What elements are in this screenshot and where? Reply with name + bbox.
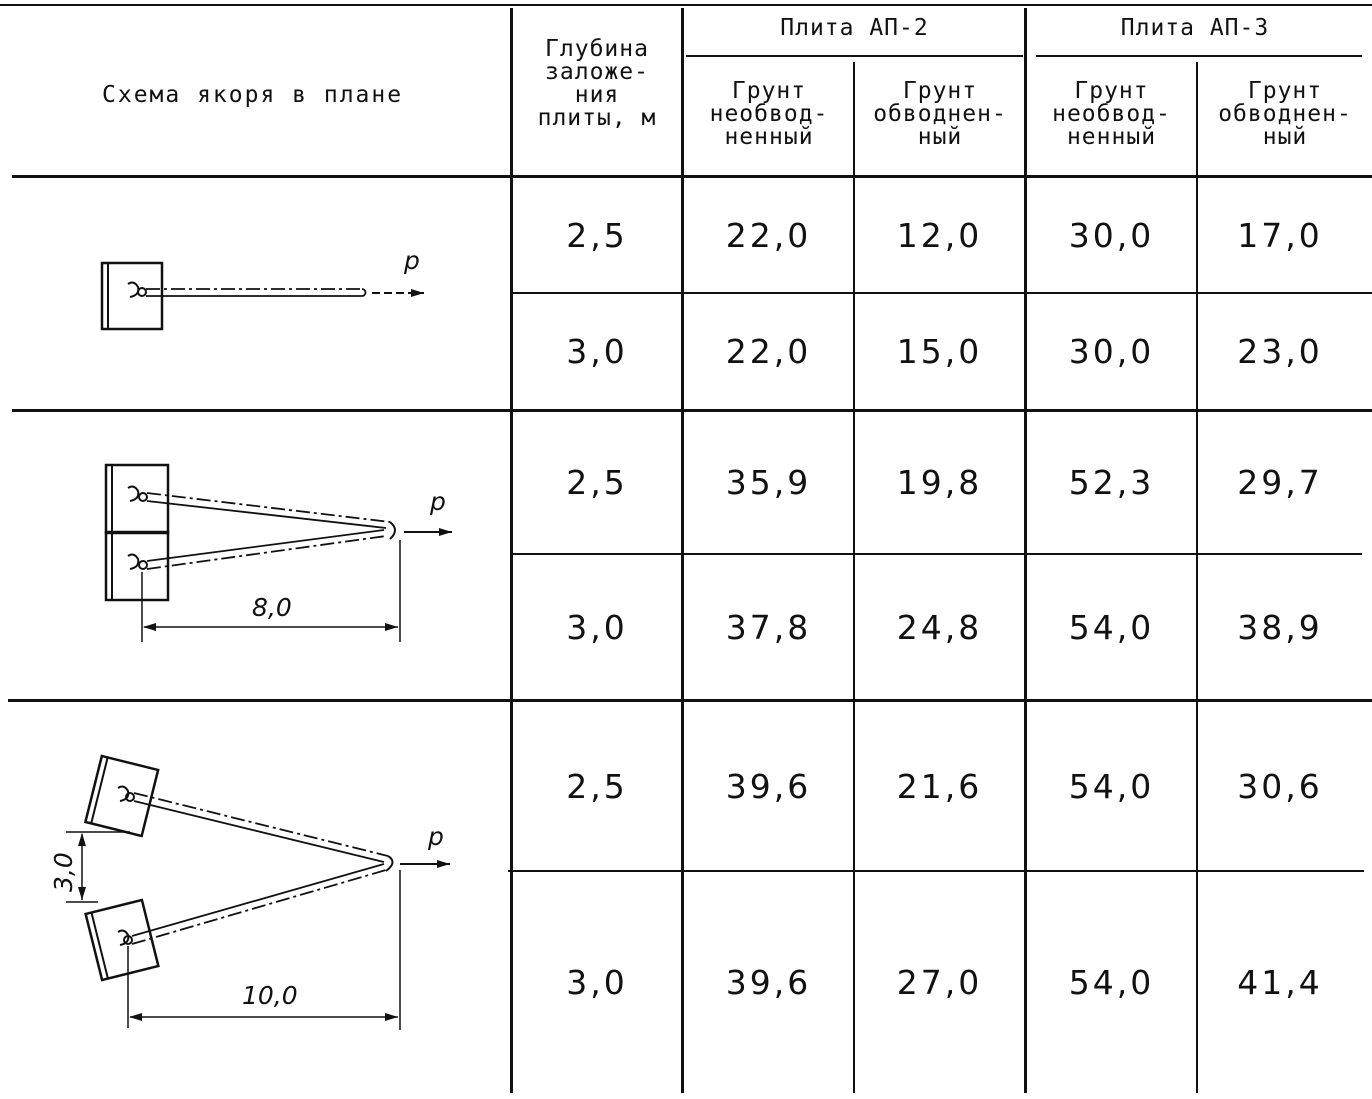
table-cell: 19,8 — [896, 463, 983, 502]
table-cell: 23,0 — [1237, 332, 1323, 371]
dimension-label-3: 10,0 — [242, 981, 298, 1010]
table-cell: 30,6 — [1237, 766, 1323, 806]
table-cell: 3,0 — [566, 962, 628, 1002]
table-cell: 27,0 — [896, 962, 983, 1002]
anchor-schemes-drawing — [0, 0, 512, 1099]
plate-ap3-header: Плита АП-3 — [1120, 15, 1270, 41]
table-cell: 30,0 — [1068, 332, 1155, 371]
table-cell: 54,0 — [1068, 766, 1155, 806]
gap-label-3: 3,0 — [49, 852, 78, 892]
table-cell: 22,0 — [725, 332, 812, 371]
anchor-scheme-1 — [102, 263, 424, 329]
ap2-wet-header: Грунт обводнен- ный — [873, 78, 1007, 150]
table-cell: 2,5 — [566, 766, 628, 806]
table-cell: 22,0 — [725, 215, 812, 255]
table-cell: 3,0 — [566, 332, 628, 371]
table-cell: 21,6 — [896, 766, 983, 806]
force-label-3: p — [428, 822, 444, 851]
table-cell: 24,8 — [896, 607, 983, 647]
depth-header: Глубина заложе- ния плиты, м — [537, 36, 657, 131]
dimension-label-2: 8,0 — [252, 593, 292, 622]
force-label-1: p — [404, 246, 420, 275]
table-cell: 3,0 — [566, 607, 628, 647]
ap2-dry-header: Грунт необвод- ненный — [709, 78, 829, 150]
table-cell: 41,4 — [1237, 962, 1323, 1002]
scheme-header: Схема якоря в плане — [102, 82, 404, 108]
table-cell: 39,6 — [725, 766, 812, 806]
table-cell: 54,0 — [1068, 607, 1155, 647]
table-cell: 52,3 — [1068, 463, 1155, 502]
table-cell: 35,9 — [725, 463, 812, 502]
plate-ap2-header: Плита АП-2 — [780, 15, 929, 41]
table-cell: 2,5 — [566, 463, 628, 502]
force-label-2: p — [430, 487, 446, 516]
ap3-wet-header: Грунт обводнен- ный — [1218, 78, 1352, 150]
table-cell: 29,7 — [1237, 463, 1323, 502]
table-cell: 12,0 — [896, 215, 983, 255]
table-cell: 38,9 — [1237, 607, 1323, 647]
table-cell: 37,8 — [725, 607, 812, 647]
ap3-dry-header: Грунт необвод- ненный — [1052, 78, 1171, 150]
ap3-span-rule — [1036, 55, 1362, 57]
ap2-span-rule — [686, 55, 1023, 57]
table-cell: 15,0 — [896, 332, 983, 371]
table-cell: 17,0 — [1237, 215, 1323, 255]
table-cell: 30,0 — [1068, 215, 1155, 255]
table-cell: 2,5 — [566, 215, 628, 255]
table-cell: 39,6 — [725, 962, 812, 1002]
table-cell: 54,0 — [1068, 962, 1155, 1002]
